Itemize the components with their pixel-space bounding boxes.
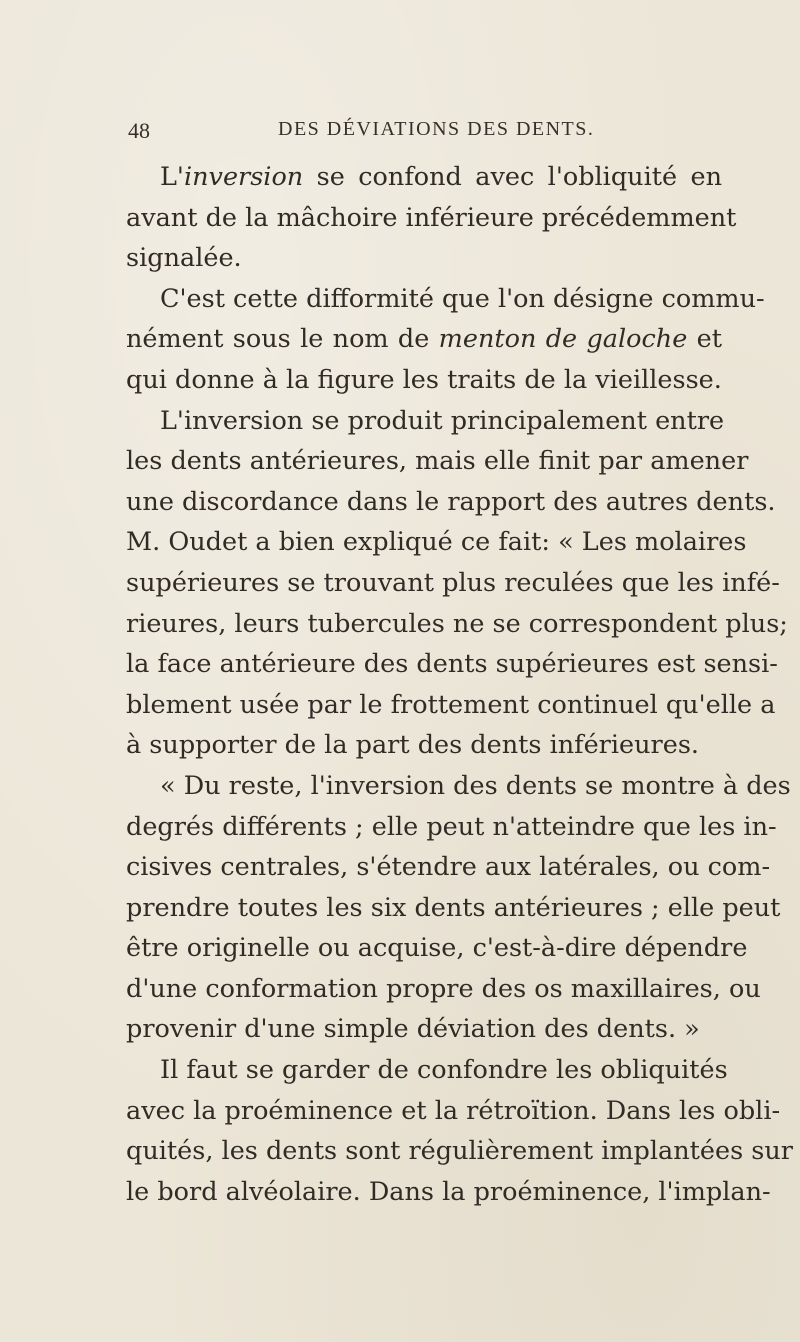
- text-line: avant de la mâchoire inférieure précédemment: [126, 202, 737, 233]
- text-line: les dents antérieures, mais elle finit par amener: [126, 446, 749, 477]
- text-line: avec la proéminence et la rétroïtion. Dans les obli-: [126, 1095, 781, 1126]
- text-line: une discordance dans le rapport des autres dents.: [126, 486, 776, 517]
- text-line: d'une conformation propre des os maxillaires, ou: [126, 973, 761, 1004]
- text-line: provenir d'une simple déviation des dents. »: [126, 1014, 700, 1045]
- text-line: « Du reste, l'inversion des dents se montre à des: [160, 770, 791, 801]
- text-line: la face antérieure des dents supérieures est sensi-: [126, 649, 778, 680]
- italic-term: menton de galoche: [438, 324, 688, 355]
- text-line: prendre toutes les six dents antérieures ; elle peut: [126, 892, 781, 923]
- text-line: être originelle ou acquise, c'est-à-dire dépendre: [126, 933, 748, 964]
- text-line: L'inversion se produit principalement entre: [160, 405, 725, 436]
- text-line: à supporter de la part des dents inférieures.: [126, 730, 700, 761]
- text-line: supérieures se trouvant plus reculées que les infé-: [126, 567, 780, 598]
- text-line: degrés différents ; elle peut n'atteindre que les in-: [126, 811, 777, 842]
- running-title: DES DÉVIATIONS DES DENTS.: [278, 118, 595, 140]
- text-line: signalée.: [126, 243, 242, 274]
- italic-term: inversion: [183, 162, 304, 192]
- text-line: quités, les dents sont régulièrement implantées sur: [126, 1136, 793, 1167]
- text-line: nément sous le nom de menton de galoche et: [126, 324, 722, 355]
- page-number: 48: [128, 118, 150, 143]
- text-line: cisives centrales, s'étendre aux latérales, ou com-: [126, 852, 771, 883]
- body-text: [126, 157, 793, 1212]
- text-line: rieures, leurs tubercules ne se correspondent plus;: [126, 608, 788, 639]
- text-line: blement usée par le frottement continuel qu'elle a: [126, 689, 776, 720]
- text-line: Il faut se garder de confondre les obliquités: [160, 1055, 728, 1086]
- running-head: [128, 118, 728, 148]
- text-line: L'inversion se confond avec l'obliquité en: [160, 162, 722, 192]
- text-line: le bord alvéolaire. Dans la proéminence, l'implan-: [126, 1176, 771, 1207]
- text-line: M. Oudet a bien expliqué ce fait: « Les molaires: [126, 527, 747, 558]
- text-line: qui donne à la figure les traits de la vieillesse.: [126, 364, 722, 395]
- text-line: C'est cette difformité que l'on désigne commu-: [160, 283, 765, 314]
